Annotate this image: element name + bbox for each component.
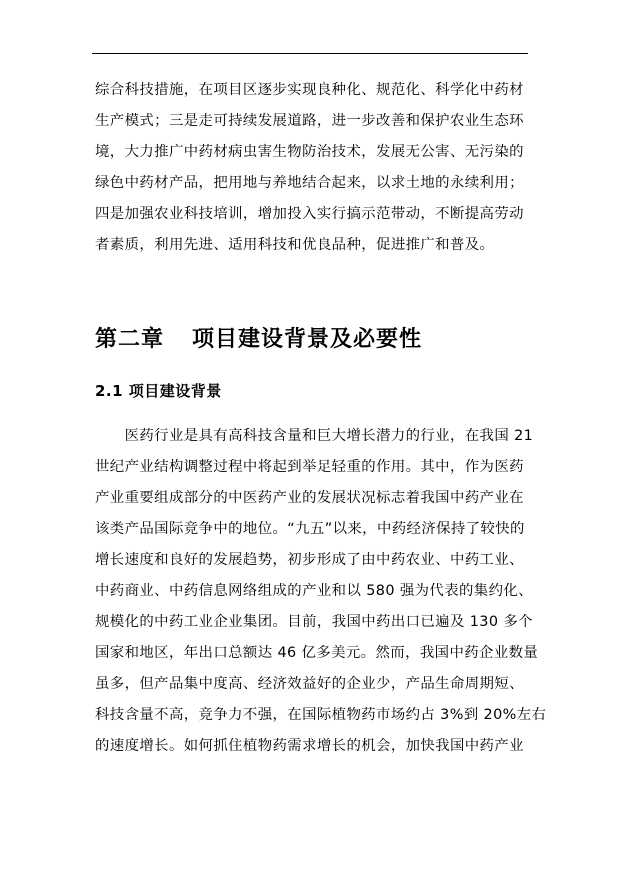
paragraph-intro (95, 75, 527, 261)
paragraph-line: 四是加强农业科技培训，增加投入实行搞示范带动，不断提高劳动 (95, 206, 524, 222)
paragraph-line: 国家和地区，年出口总额达 46 亿多美元。然而，我国中药企业数量 (95, 645, 539, 661)
paragraph-line: 增长速度和良好的发展趋势，初步形成了由中药农业、中药工业、 (95, 552, 524, 568)
paragraph-line: 生产模式；三是走可持续发展道路，进一步改善和保护农业生态环 (95, 113, 524, 129)
chapter-title: 项目建设背景及必要性 (192, 326, 423, 352)
paragraph-line: 境，大力推广中药材病虫害生物防治技术，发展无公害、无污染的 (95, 144, 524, 160)
chapter-number: 第二章 (95, 326, 165, 352)
paragraph-line: 虽多，但产品集中度高、经济效益好的企业少，产品生命周期短、 (95, 676, 524, 692)
paragraph-line: 的速度增长。如何抓住植物药需求增长的机会，加快我国中药产业 (95, 738, 524, 754)
paragraph-line: 规模化的中药工业企业集团。目前，我国中药出口已遍及 130 多个 (95, 614, 533, 630)
paragraph-line: 科技含量不高，竞争力不强，在国际植物药市场约占 3%到 20%左右 (95, 707, 547, 723)
paragraph-line: 中药商业、中药信息网络组成的产业和以 580 强为代表的集约化、 (95, 583, 533, 599)
paragraph-line: 医药行业是具有高科技含量和巨大增长潜力的行业，在我国 21 (95, 428, 534, 444)
paragraph-line: 世纪产业结构调整过程中将起到举足轻重的作用。其中，作为医药 (95, 459, 524, 475)
chapter-heading (95, 322, 422, 353)
section-heading: 2.1 项目建设背景 (95, 382, 222, 400)
header-rule (92, 53, 528, 54)
paragraph-line: 绿色中药材产品，把用地与养地结合起来，以求土地的永续利用； (95, 175, 524, 191)
paragraph-background (95, 421, 547, 762)
paragraph-line: 综合科技措施，在项目区逐步实现良种化、规范化、科学化中药材 (95, 82, 524, 98)
paragraph-line: 该类产品国际竞争中的地位。“九五”以来，中药经济保持了较快的 (95, 521, 525, 537)
paragraph-line: 者素质，利用先进、适用科技和优良品种，促进推广和普及。 (95, 237, 495, 253)
paragraph-line: 产业重要组成部分的中医药产业的发展状况标志着我国中药产业在 (95, 490, 524, 506)
